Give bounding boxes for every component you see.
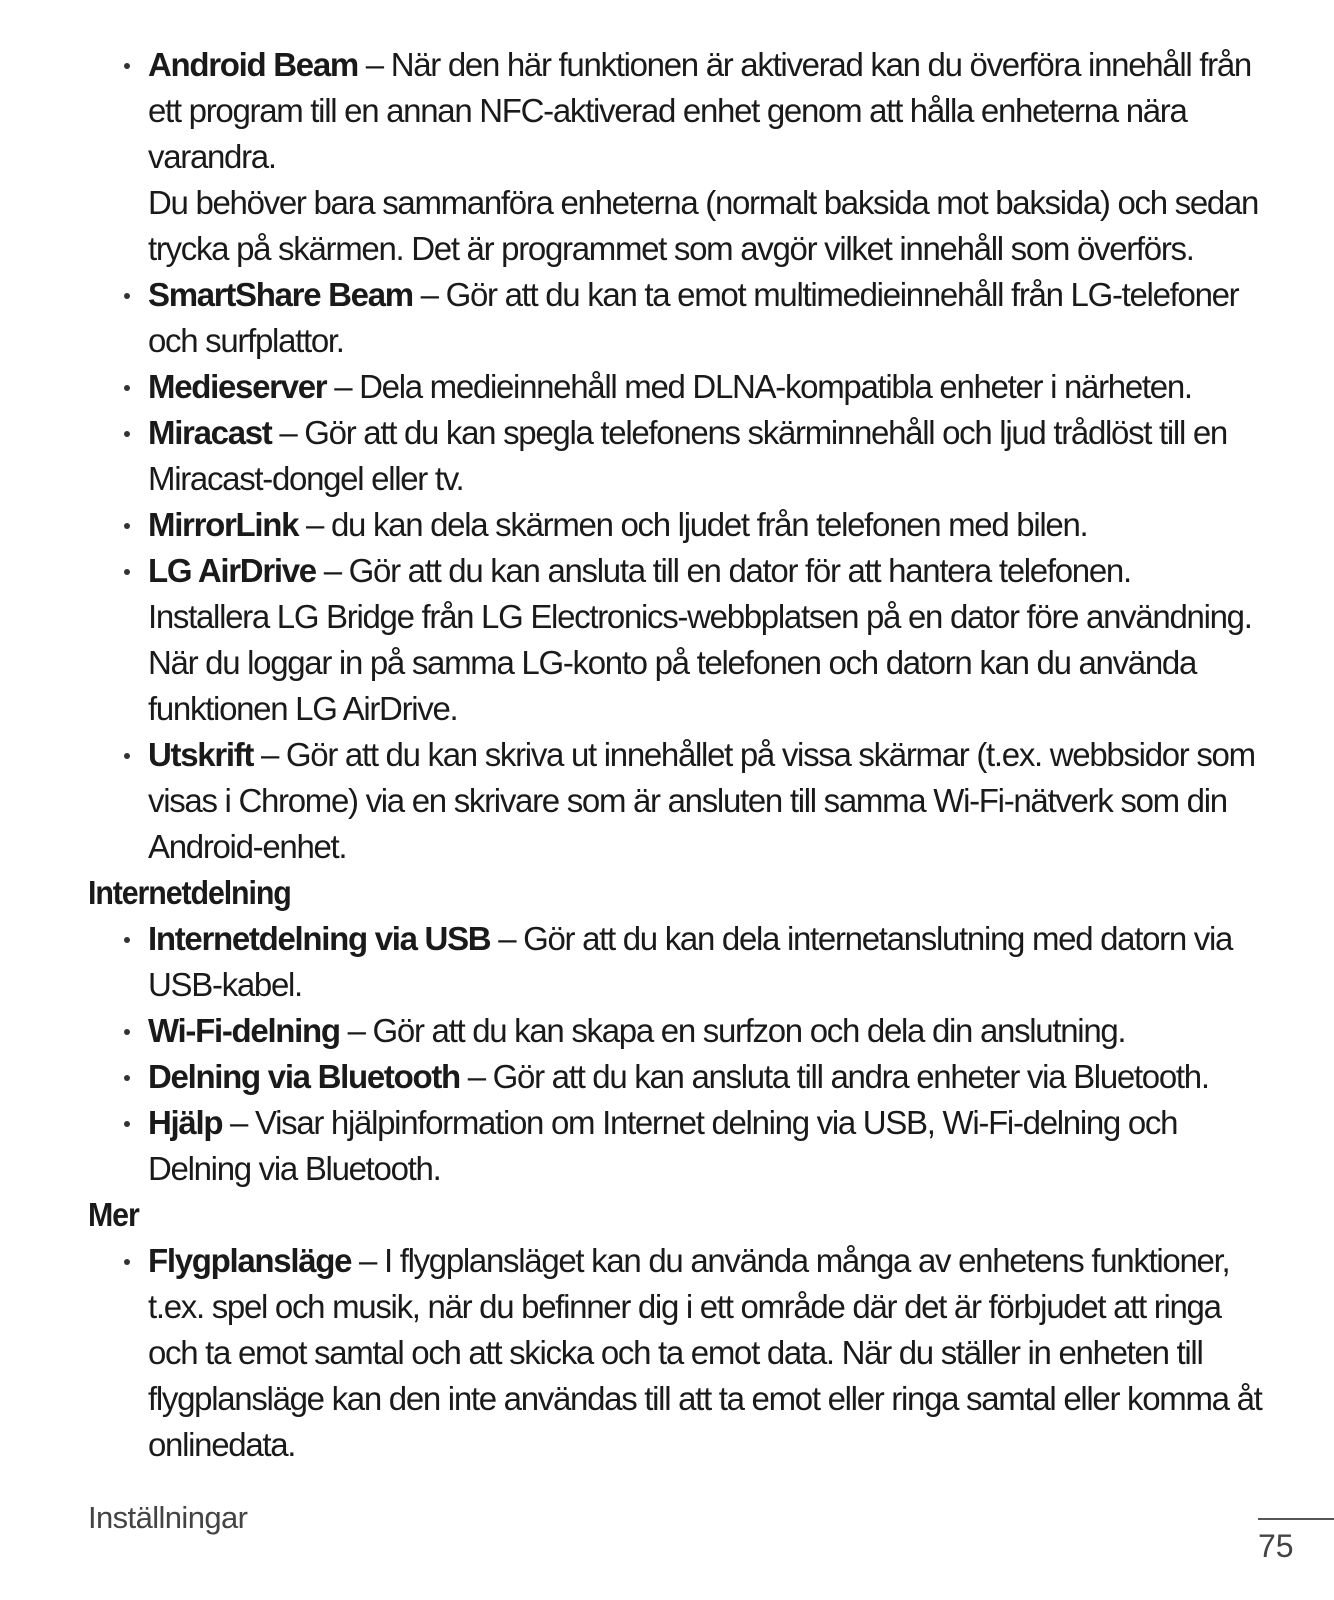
list-item-wifi-hotspot (148, 1008, 1268, 1054)
list-item-airplane-mode (148, 1238, 1268, 1468)
item-description: – I flygplansläget kan du använda många av enhetens funktioner, t.ex. spel och musik, när du befinner dig i ett område där det är förbjudet att ringa och ta emot samtal och att skicka och ta emot data. När du ställer in enheten till flygplansläge kan den inte användas till att ta emot eller ringa samtal eller komma åt onlinedata. (148, 1242, 1262, 1463)
list-item-text (148, 502, 1268, 548)
section-heading-more: Mer (88, 1196, 139, 1233)
list-item-android-beam (148, 42, 1268, 272)
list-item-bluetooth-tethering (148, 1054, 1268, 1100)
list-item-text (148, 916, 1268, 1008)
list-item-text (148, 732, 1268, 870)
list-item-lg-airdrive (148, 548, 1268, 732)
list-item-text (148, 1238, 1268, 1468)
list-item-usb-tethering (148, 916, 1268, 1008)
item-term: Medieserver (148, 368, 327, 405)
list-item-text (148, 410, 1268, 502)
item-term: LG AirDrive (148, 552, 316, 589)
list-item-miracast (148, 410, 1268, 502)
page-content (88, 42, 1268, 1468)
footer-section-label: Inställningar (88, 1500, 248, 1535)
footer-divider (1258, 1518, 1334, 1520)
item-term: Wi-Fi-delning (148, 1012, 340, 1049)
item-term: Internetdelning via USB (148, 920, 491, 957)
list-item-mirrorlink (148, 502, 1268, 548)
item-term: Flygplansläge (148, 1242, 352, 1279)
list-item-text (148, 1054, 1268, 1100)
page-number: 75 (1258, 1528, 1294, 1564)
item-description: – Visar hjälpinformation om Internet delning via USB, Wi-Fi-delning och Delning via Bluetooth. (148, 1104, 1178, 1187)
item-term: SmartShare Beam (148, 276, 413, 313)
tethering-list (88, 916, 1268, 1192)
list-item-text (148, 272, 1268, 364)
item-description: – du kan dela skärmen och ljudet från telefonen med bilen. (298, 506, 1088, 543)
item-description: – Gör att du kan skriva ut innehållet på vissa skärmar (t.ex. webbsidor som visas i Chrome) via en skrivare som är ansluten till samma Wi-Fi-nätverk som din Android-enhet. (148, 736, 1255, 865)
item-extra-paragraph: Installera LG Bridge från LG Electronics-webbplatsen på en dator före användning. När du loggar in på samma LG-konto på telefonen och datorn kan du använda funktionen LG AirDrive. (148, 598, 1252, 727)
item-description: – Dela medieinnehåll med DLNA-kompatibla enheter i närheten. (326, 368, 1192, 405)
item-term: Miracast (148, 414, 272, 451)
list-item-text (148, 548, 1268, 594)
item-description: – Gör att du kan ansluta till andra enheter via Bluetooth. (459, 1058, 1209, 1095)
item-description: – Gör att du kan skapa en surfzon och dela din anslutning. (339, 1012, 1126, 1049)
item-extra-paragraph: Du behöver bara sammanföra enheterna (normalt baksida mot baksida) och sedan trycka på skärmen. Det är programmet som avgör vilket innehåll som överförs. (148, 184, 1259, 267)
list-item-utskrift (148, 732, 1268, 870)
item-description: – När den här funktionen är aktiverad kan du överföra innehåll från ett program till en annan NFC-aktiverad enhet genom att hålla enheterna nära varandra. (148, 46, 1251, 175)
more-list (88, 1238, 1268, 1468)
item-term: Delning via Bluetooth (148, 1058, 460, 1095)
item-description: – Gör att du kan spegla telefonens skärminnehåll och ljud trådlöst till en Miracast-dongel eller tv. (148, 414, 1227, 497)
list-item-text (148, 364, 1268, 410)
list-item-text (148, 1008, 1268, 1054)
list-item-help (148, 1100, 1268, 1192)
item-description: – Gör att du kan ta emot multimedieinnehåll från LG-telefoner och surfplattor. (148, 276, 1239, 359)
list-item-smartshare-beam (148, 272, 1268, 364)
item-term: Hjälp (148, 1104, 223, 1141)
section-heading-tethering: Internetdelning (88, 874, 291, 911)
list-item-medieserver (148, 364, 1268, 410)
item-term: MirrorLink (148, 506, 299, 543)
item-term: Utskrift (148, 736, 254, 773)
list-item-text (148, 1100, 1268, 1192)
list-item-text (148, 42, 1268, 180)
item-description: – Gör att du kan dela internetanslutning med datorn via USB-kabel. (148, 920, 1233, 1003)
item-term: Android Beam (148, 46, 358, 83)
connections-list (88, 42, 1268, 870)
item-description: – Gör att du kan ansluta till en dator för att hantera telefonen. (315, 552, 1131, 589)
